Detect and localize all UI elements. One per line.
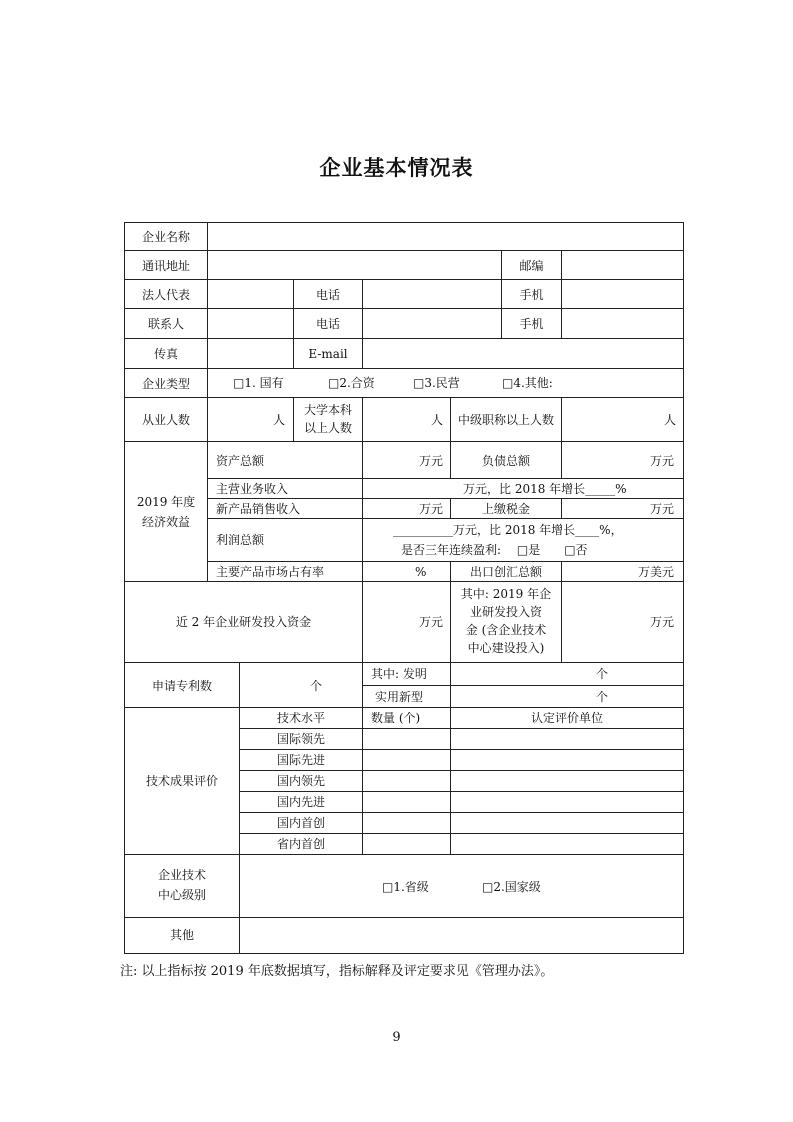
label-cell: [450, 707, 684, 729]
tax-paid-field[interactable]: [561, 498, 684, 519]
econ-label-2: 经济效益: [141, 515, 190, 529]
rd-sub-3: 金 (含企业技术: [465, 623, 547, 637]
fax-label: 传真: [153, 347, 178, 361]
label-cell: [293, 338, 363, 369]
invention-field[interactable]: [450, 662, 684, 686]
level-cell: [239, 770, 363, 792]
unit-person: 人: [431, 413, 444, 427]
level-quantity-field[interactable]: [362, 833, 451, 855]
level-quantity-field[interactable]: [362, 812, 451, 834]
level-cell: [239, 833, 363, 855]
export-label: 出口创汇总额: [469, 565, 542, 579]
type-option-private[interactable]: □3.民营: [413, 376, 460, 390]
level-label: 国内首创: [276, 816, 325, 830]
type-option-jv[interactable]: □2.合资: [328, 376, 375, 390]
center-level-options: [239, 854, 684, 918]
contact-field[interactable]: [207, 308, 294, 339]
email-label: E-mail: [308, 347, 348, 361]
label-cell: [124, 662, 240, 708]
level-unit-field[interactable]: [450, 770, 684, 792]
level-unit-field[interactable]: [450, 728, 684, 750]
label-cell: [207, 441, 363, 479]
mid-title-field[interactable]: [561, 397, 684, 442]
label-cell: [293, 397, 363, 442]
phone-label: 电话: [315, 288, 340, 302]
level-quantity-field[interactable]: [362, 728, 451, 750]
bachelor-label-2: 以上人数: [303, 421, 352, 435]
label-cell: [124, 368, 208, 398]
total-assets-label: 资产总额: [216, 454, 265, 468]
level-label: 国际领先: [276, 732, 325, 746]
new-product-sales-label: 新产品销售收入: [216, 502, 301, 516]
rd-sub-2: 业研发投入资: [469, 605, 542, 619]
level-label: 省内首创: [276, 837, 325, 851]
unit-wan-usd: 万美元: [638, 565, 675, 579]
utility-label: 实用新型: [375, 690, 424, 704]
profit-field[interactable]: [362, 518, 684, 562]
label-cell: [124, 250, 208, 280]
label-cell: [124, 308, 208, 339]
tech-level-header: 技术水平: [276, 711, 325, 725]
label-cell: [124, 917, 240, 954]
level-quantity-field[interactable]: [362, 749, 451, 771]
label-cell: [207, 478, 363, 499]
other-field[interactable]: [239, 917, 684, 954]
level-label: 国际先进: [276, 753, 325, 767]
page-title: 企业基本情况表: [319, 156, 474, 180]
employees-field[interactable]: [207, 397, 294, 442]
patents-label: 申请专利数: [151, 679, 212, 693]
total-liabilities-label: 负债总额: [481, 454, 530, 468]
label-cell: [124, 397, 208, 442]
rd-2019-field[interactable]: [561, 581, 684, 663]
unit-wan: 万元: [650, 615, 675, 629]
unit-wan: 万元: [419, 615, 444, 629]
label-cell: [450, 441, 562, 479]
address-label: 通讯地址: [141, 259, 190, 273]
unit-wan: 万元: [650, 454, 675, 468]
main-revenue-value: 万元，比 2018 年增长_____%: [463, 482, 627, 496]
label-cell: [293, 279, 363, 309]
label-cell: [450, 581, 562, 663]
quantity-header: 数量 (个): [371, 711, 421, 725]
level-label: 国内领先: [276, 774, 325, 788]
cert-unit-header: 认定评价单位: [530, 711, 603, 725]
level-cell: [239, 791, 363, 813]
econ-label-1: 2019 年度: [136, 495, 196, 509]
tax-paid-label: 上缴税金: [481, 502, 530, 516]
label-cell: [501, 308, 562, 339]
postcode-field[interactable]: [561, 250, 684, 280]
center-option-provincial[interactable]: □1.省级: [382, 880, 429, 894]
company-name-field[interactable]: [207, 222, 684, 251]
label-cell: [124, 581, 363, 663]
contact-label: 联系人: [147, 317, 184, 331]
rd-sub-4: 中心建设投入): [467, 641, 545, 655]
level-unit-field[interactable]: [450, 749, 684, 771]
label-cell: [293, 308, 363, 339]
footnote: 注: 以上指标按 2019 年底数据填写，指标解释及评定要求见《管理办法》。: [120, 964, 554, 979]
page-number: 9: [392, 1030, 401, 1045]
label-cell: [124, 854, 240, 918]
phone-label: 电话: [315, 317, 340, 331]
legal-rep-label: 法人代表: [141, 288, 190, 302]
label-cell: [362, 707, 451, 729]
center-option-national[interactable]: □2.国家级: [482, 880, 541, 894]
main-revenue-label: 主营业务收入: [216, 482, 289, 496]
profit-value: __________万元，比 2018 年增长____%，: [393, 523, 623, 537]
unit-person: 人: [273, 413, 286, 427]
patents-field[interactable]: [239, 662, 363, 708]
mobile-label: 手机: [519, 317, 544, 331]
postcode-label: 邮编: [519, 259, 544, 273]
market-share-field[interactable]: [362, 561, 451, 582]
type-option-other[interactable]: □4.其他:: [502, 376, 553, 390]
phone-field[interactable]: [362, 279, 502, 309]
employees-label: 从业人数: [141, 413, 190, 427]
export-field[interactable]: [561, 561, 684, 582]
label-cell: [207, 518, 363, 562]
bachelor-field[interactable]: [362, 397, 451, 442]
address-field[interactable]: [207, 250, 502, 280]
type-option-state[interactable]: □1. 国有: [233, 376, 284, 390]
legal-rep-field[interactable]: [207, 279, 294, 309]
rd-invest-label: 近 2 年企业研发投入资金: [175, 615, 312, 629]
rd-invest-field[interactable]: [362, 581, 451, 663]
level-quantity-field[interactable]: [362, 770, 451, 792]
label-cell: [124, 222, 208, 251]
tech-eval-label: 技术成果评价: [145, 774, 218, 788]
label-cell: [124, 338, 208, 369]
level-cell: [239, 728, 363, 750]
label-cell: [124, 441, 208, 582]
unit-wan: 万元: [419, 502, 444, 516]
label-cell: [501, 279, 562, 309]
level-cell: [239, 749, 363, 771]
other-label: 其他: [169, 928, 194, 942]
level-cell: [239, 812, 363, 834]
unit-ge: 个: [310, 679, 323, 693]
label-cell: [124, 707, 240, 855]
mobile-label: 手机: [519, 288, 544, 302]
utility-field[interactable]: [450, 685, 684, 708]
total-liabilities-field[interactable]: [561, 441, 684, 479]
rd-sub-1: 其中: 2019 年企: [460, 587, 552, 601]
center-label-2: 中心级别: [157, 888, 206, 902]
company-name-label: 企业名称: [141, 230, 190, 244]
unit-wan: 万元: [419, 454, 444, 468]
unit-person: 人: [664, 413, 677, 427]
level-label: 国内先进: [276, 795, 325, 809]
unit-percent: %: [415, 565, 427, 579]
label-cell: [450, 498, 562, 519]
label-cell: [124, 279, 208, 309]
contact-mobile-field[interactable]: [561, 308, 684, 339]
label-cell: [450, 397, 562, 442]
mid-title-label: 中级职称以上人数: [457, 413, 554, 427]
label-cell: [450, 561, 562, 582]
invention-label: 其中: 发明: [371, 667, 427, 681]
center-label-1: 企业技术: [157, 868, 206, 882]
label-cell: [207, 561, 363, 582]
company-type-label: 企业类型: [141, 377, 190, 391]
level-unit-field[interactable]: [450, 833, 684, 855]
unit-wan: 万元: [650, 502, 675, 516]
label-cell: [501, 250, 562, 280]
company-type-options: [207, 368, 684, 398]
label-cell: [362, 662, 451, 686]
bachelor-label-1: 大学本科: [303, 403, 352, 417]
mobile-field[interactable]: [561, 279, 684, 309]
fax-field[interactable]: [207, 338, 294, 369]
contact-phone-field[interactable]: [362, 308, 502, 339]
unit-ge: 个: [596, 690, 609, 704]
level-quantity-field[interactable]: [362, 791, 451, 813]
label-cell: [207, 498, 363, 519]
level-unit-field[interactable]: [450, 791, 684, 813]
profit-question: 是否三年连续盈利: □是 □否: [401, 543, 588, 557]
main-revenue-field[interactable]: [362, 478, 684, 499]
level-unit-field[interactable]: [450, 812, 684, 834]
market-share-label: 主要产品市场占有率: [216, 565, 325, 579]
label-cell: [239, 707, 363, 729]
label-cell: [362, 685, 451, 708]
email-field[interactable]: [362, 338, 684, 369]
total-assets-field[interactable]: [362, 441, 451, 479]
unit-ge: 个: [596, 667, 609, 681]
new-product-sales-field[interactable]: [362, 498, 451, 519]
profit-label: 利润总额: [216, 533, 265, 547]
